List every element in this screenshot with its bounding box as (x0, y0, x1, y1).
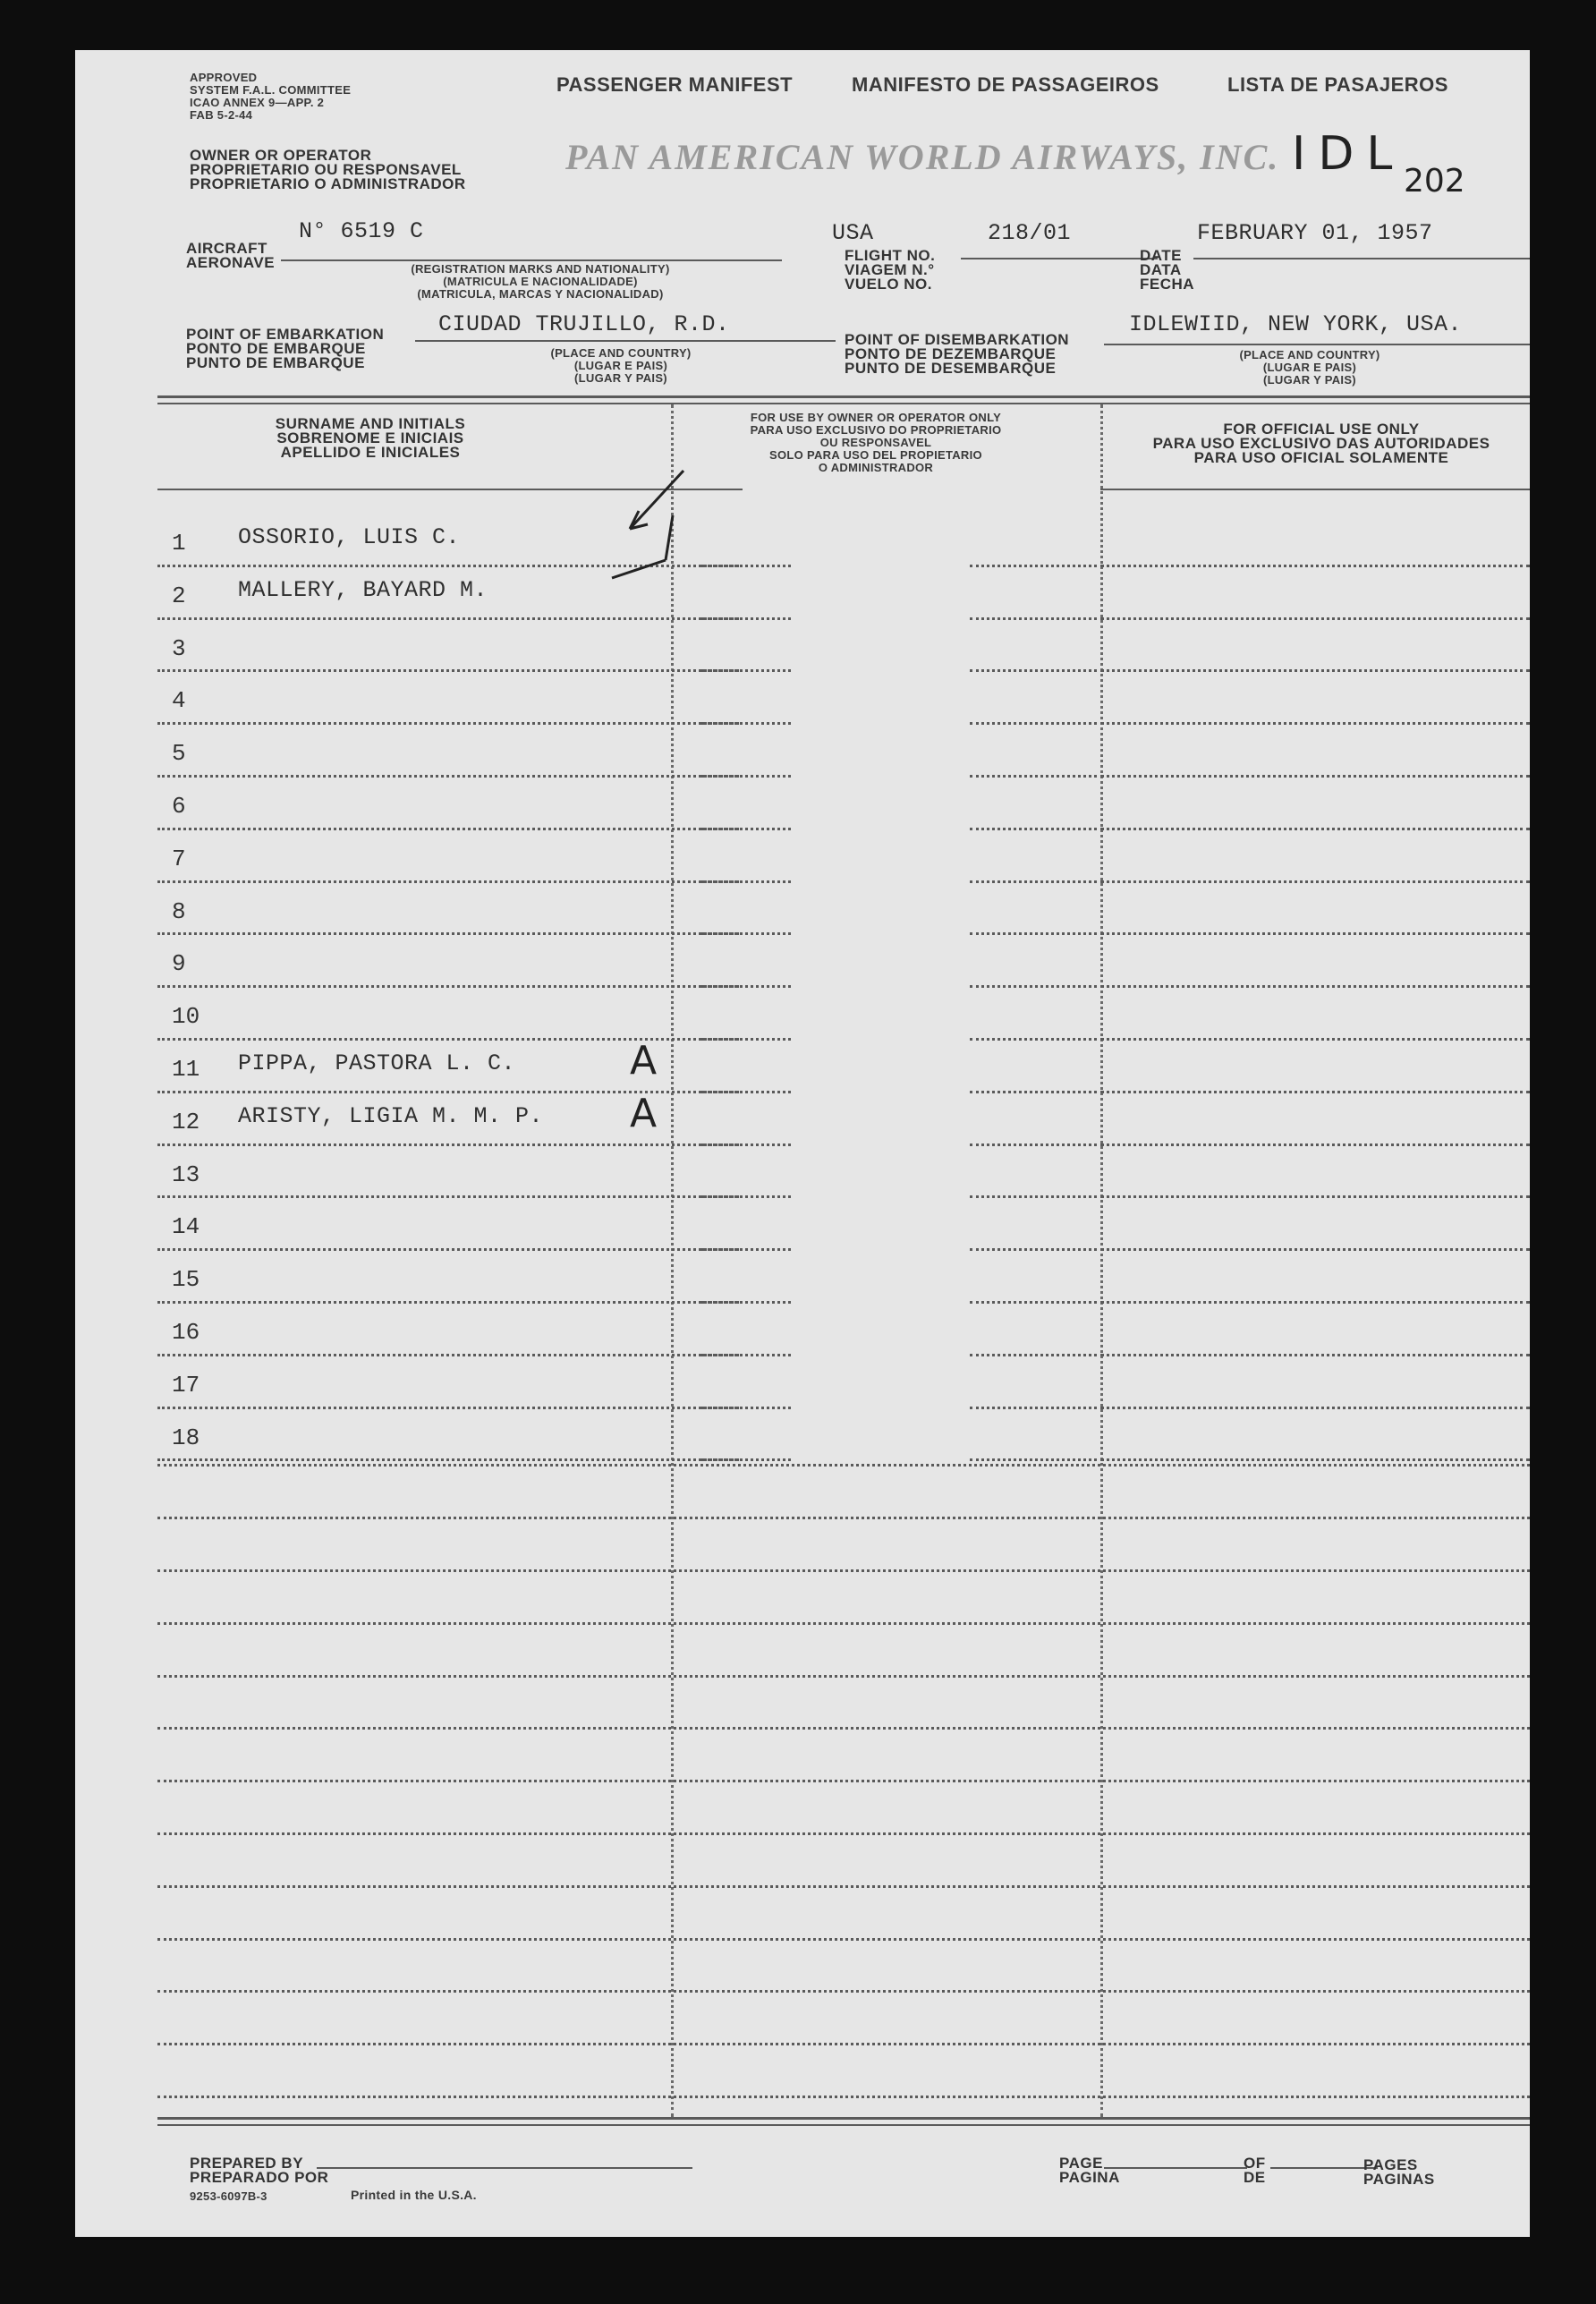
embarkation-sublabel-line: (LUGAR E PAIS) (573, 359, 668, 372)
blank-row-rule (157, 2043, 1530, 2045)
column-header-line: SOBRENOME E INICIAIS (276, 429, 464, 446)
table-row (75, 1254, 1530, 1306)
row-rule (970, 828, 1097, 830)
column-header-owner (710, 412, 1041, 474)
aircraft-label (186, 242, 275, 270)
row-rule (701, 722, 791, 725)
row-rule (1100, 565, 1530, 567)
row-rule (701, 1301, 791, 1304)
row-rule (1100, 1091, 1530, 1093)
pages-label-line: PAGES (1363, 2156, 1418, 2173)
column-header-rule (1100, 489, 1530, 490)
flight-number: 218/01 (988, 220, 1072, 246)
row-rule (701, 932, 791, 935)
disembarkation-rule (1104, 344, 1530, 345)
of-label-line: OF (1244, 2155, 1266, 2172)
row-rule (1100, 669, 1530, 672)
passenger-mark: A (630, 1090, 658, 1136)
title-en: PASSENGER MANIFEST (556, 73, 794, 96)
owner-label (190, 149, 466, 191)
row-rule (970, 985, 1097, 988)
row-rule (1100, 1354, 1530, 1356)
row-rule (701, 1038, 791, 1041)
title-es: LISTA DE PASAJEROS (1227, 73, 1448, 96)
row-rule (1100, 880, 1530, 883)
table-row (75, 938, 1530, 990)
owner-label-line: PROPRIETARIO O ADMINISTRADOR (190, 175, 466, 192)
column-header-name (245, 417, 496, 460)
row-rule (970, 565, 1097, 567)
blank-row-rule (157, 2096, 1530, 2098)
disembarkation-value: IDLEWIID, NEW YORK, USA. (1129, 311, 1463, 337)
embarkation-label-line: PONTO DE EMBARQUE (186, 340, 366, 357)
embarkation-label-line: PUNTO DE EMBARQUE (186, 354, 365, 371)
page-label-line: PAGE (1059, 2155, 1103, 2172)
date-value: FEBRUARY 01, 1957 (1197, 220, 1433, 246)
column-header-line: FOR USE BY OWNER OR OPERATOR ONLY (750, 411, 1002, 424)
row-number: 14 (172, 1213, 200, 1241)
column-header-line: SURNAME AND INITIALS (275, 415, 466, 432)
row-rule (701, 985, 791, 988)
row-rule (157, 1195, 739, 1198)
row-rule (970, 932, 1097, 935)
approval-block (190, 72, 351, 122)
row-rule (701, 1354, 791, 1356)
embarkation-value: CIUDAD TRUJILLO, R.D. (438, 311, 730, 337)
row-number: 11 (172, 1056, 200, 1083)
table-row (75, 1359, 1530, 1412)
row-rule (1100, 828, 1530, 830)
row-rule (970, 617, 1097, 620)
prepared-label (190, 2156, 328, 2185)
aircraft-sublabel-line: (MATRICULA, MARCAS Y NACIONALIDAD) (417, 287, 664, 301)
row-rule (157, 1407, 739, 1409)
row-rule (970, 1195, 1097, 1198)
row-rule (970, 880, 1097, 883)
handwritten-annotation: IDL (1292, 127, 1405, 181)
row-rule (970, 1091, 1097, 1093)
table-row (75, 1038, 1530, 1096)
title-pt: MANIFESTO DE PASSAGEIROS (852, 73, 1159, 96)
page-label (1059, 2156, 1120, 2185)
form-number: 9253-6097B-3 (190, 2189, 267, 2203)
blank-row-rule (157, 1675, 1530, 1678)
row-number: 7 (172, 845, 186, 872)
passenger-name: OSSORIO, LUIS C. (238, 524, 461, 550)
blank-row-rule (157, 1990, 1530, 1993)
column-header-line: PARA USO EXCLUSIVO DAS AUTORIDADES (1152, 435, 1490, 452)
of-rule (1270, 2167, 1378, 2169)
flight-rule (961, 258, 1158, 259)
aircraft-label-line: AERONAVE (186, 254, 276, 271)
row-rule (157, 1301, 739, 1304)
owner-label-line: PROPRIETARIO OU RESPONSAVEL (190, 161, 462, 178)
disembarkation-label-line: PUNTO DE DESEMBARQUE (845, 360, 1057, 377)
row-rule (1100, 1038, 1530, 1041)
column-header-line: FOR OFFICIAL USE ONLY (1223, 421, 1420, 438)
row-number: 6 (172, 793, 186, 820)
row-rule (157, 775, 739, 778)
table-row (75, 1149, 1530, 1202)
row-rule (1100, 1301, 1530, 1304)
blank-row-rule (157, 1832, 1530, 1835)
blank-row-rule (157, 1938, 1530, 1941)
table-row (75, 1090, 1530, 1149)
row-number: 3 (172, 634, 186, 662)
passenger-mark: A (630, 1038, 658, 1084)
row-rule (970, 1354, 1097, 1356)
prepared-label-line: PREPARADO POR (190, 2169, 329, 2186)
embarkation-sublabel (505, 347, 737, 385)
row-rule (1100, 1248, 1530, 1251)
embarkation-label-line: POINT OF EMBARKATION (186, 326, 385, 343)
row-rule (701, 1143, 791, 1146)
row-rule (701, 565, 791, 567)
row-number: 9 (172, 950, 186, 978)
disembarkation-label (845, 333, 1069, 376)
table-row (75, 1306, 1530, 1359)
manifest-sheet (75, 50, 1530, 2237)
row-rule (970, 1407, 1097, 1409)
table-row (75, 1412, 1530, 1465)
row-number: 15 (172, 1266, 200, 1294)
row-rule (157, 1354, 739, 1356)
column-header-line: PARA USO OFICIAL SOLAMENTE (1193, 449, 1449, 466)
row-rule (1100, 985, 1530, 988)
date-label-line: DATA (1140, 261, 1182, 278)
aircraft-sublabel-line: (MATRICULA E NACIONALIDADE) (443, 275, 638, 288)
column-header-line: O ADMINISTRADOR (818, 461, 934, 474)
row-rule (970, 1458, 1097, 1461)
row-number: 13 (172, 1161, 200, 1188)
row-number: 5 (172, 740, 186, 768)
aircraft-sublabel (344, 263, 737, 301)
blank-row-rule (157, 1885, 1530, 1888)
row-rule (701, 1091, 791, 1093)
row-number: 17 (172, 1371, 200, 1399)
row-rule (701, 1248, 791, 1251)
of-label-line: DE (1244, 2169, 1266, 2186)
table-row (75, 1201, 1530, 1254)
table-row (75, 623, 1530, 676)
flight-label-line: FLIGHT NO. (845, 247, 936, 264)
row-number: 12 (172, 1108, 200, 1135)
aircraft-value: N° 6519 C (299, 218, 424, 244)
row-rule (701, 1407, 791, 1409)
of-label (1244, 2156, 1266, 2185)
flight-label-line: VUELO NO. (845, 276, 933, 293)
aircraft-sublabel-line: (REGISTRATION MARKS AND NATIONALITY) (411, 262, 670, 276)
header-rule (157, 403, 1530, 404)
row-rule (157, 1248, 739, 1251)
row-number: 18 (172, 1424, 200, 1451)
column-header-official (1113, 422, 1530, 465)
row-rule (701, 880, 791, 883)
row-rule (701, 617, 791, 620)
table-row (75, 675, 1530, 727)
row-rule (157, 1143, 739, 1146)
row-rule (970, 1143, 1097, 1146)
pages-label-line: PAGINAS (1363, 2171, 1435, 2188)
pages-label (1363, 2158, 1435, 2187)
row-rule (701, 828, 791, 830)
row-number: 1 (172, 530, 186, 557)
flight-label-line: VIAGEM N.° (845, 261, 935, 278)
aircraft-label-line: AIRCRAFT (186, 240, 267, 257)
column-header-line: SOLO PARA USO DEL PROPIETARIO (769, 448, 982, 462)
table-row (75, 833, 1530, 886)
row-number: 16 (172, 1319, 200, 1346)
embarkation-sublabel-line: (LUGAR Y PAIS) (574, 371, 667, 385)
row-rule (1100, 932, 1530, 935)
row-rule (157, 932, 739, 935)
passenger-name: PIPPA, PASTORA L. C. (238, 1050, 516, 1076)
row-rule (157, 880, 739, 883)
embarkation-sublabel-line: (PLACE AND COUNTRY) (550, 346, 692, 360)
disembarkation-sublabel-line: (LUGAR E PAIS) (1262, 361, 1357, 374)
approval-line: APPROVED (190, 71, 258, 84)
row-rule (157, 1458, 739, 1461)
footer-rule (157, 2117, 1530, 2120)
embarkation-label (186, 327, 384, 370)
owner-label-line: OWNER OR OPERATOR (190, 147, 372, 164)
disembarkation-sublabel-line: (PLACE AND COUNTRY) (1239, 348, 1380, 361)
row-rule (1100, 775, 1530, 778)
date-rule (1193, 258, 1530, 259)
row-number: 4 (172, 687, 186, 715)
column-header-line: OU RESPONSAVEL (819, 436, 932, 449)
passenger-name: ARISTY, LIGIA M. M. P. (238, 1102, 544, 1129)
row-rule (157, 985, 739, 988)
table-row (75, 517, 1530, 570)
row-rule (701, 669, 791, 672)
table-row (75, 886, 1530, 939)
row-number: 10 (172, 1003, 200, 1031)
row-rule (701, 775, 791, 778)
disembarkation-label-line: PONTO DE DEZEMBARQUE (845, 345, 1057, 362)
row-rule (701, 1195, 791, 1198)
aircraft-nationality: USA (832, 220, 874, 246)
blank-row-rule (157, 1622, 1530, 1625)
blank-row-rule (157, 1517, 1530, 1519)
printed-note: Printed in the U.S.A. (351, 2188, 477, 2202)
check-marks (603, 462, 710, 641)
disembarkation-sublabel-line: (LUGAR Y PAIS) (1263, 373, 1356, 387)
approval-line: FAB 5-2-44 (190, 108, 253, 122)
approval-line: ICAO ANNEX 9—APP. 2 (190, 96, 325, 109)
approval-line: SYSTEM F.A.L. COMMITTEE (190, 83, 352, 97)
page-label-line: PAGINA (1059, 2169, 1120, 2186)
prepared-rule (317, 2167, 692, 2169)
table-row (75, 727, 1530, 780)
passenger-name: MALLERY, BAYARD M. (238, 576, 488, 603)
blank-row-rule (157, 1464, 1530, 1467)
blank-row-rule (157, 1780, 1530, 1782)
row-rule (157, 722, 739, 725)
row-rule (1100, 1407, 1530, 1409)
header-rule (157, 395, 1530, 398)
column-header-line: PARA USO EXCLUSIVO DO PROPRIETARIO (750, 423, 1002, 437)
row-rule (970, 669, 1097, 672)
date-label-line: FECHA (1140, 276, 1195, 293)
date-label (1140, 249, 1194, 292)
row-rule (970, 775, 1097, 778)
row-rule (1100, 1195, 1530, 1198)
row-rule (701, 1458, 791, 1461)
embarkation-rule (415, 340, 836, 342)
airline-name: PAN AMERICAN WORLD AIRWAYS, INC. (565, 137, 1280, 177)
flight-label (845, 249, 935, 292)
row-rule (1100, 1143, 1530, 1146)
row-number: 2 (172, 582, 186, 609)
row-rule (970, 1038, 1097, 1041)
table-row (75, 780, 1530, 833)
disembarkation-sublabel (1193, 349, 1426, 387)
date-label-line: DATE (1140, 247, 1183, 264)
prepared-label-line: PREPARED BY (190, 2155, 304, 2172)
row-rule (157, 669, 739, 672)
disembarkation-label-line: POINT OF DISEMBARKATION (845, 331, 1070, 348)
row-rule (970, 1301, 1097, 1304)
aircraft-rule (281, 259, 782, 261)
row-rule (970, 722, 1097, 725)
footer-rule (157, 2124, 1530, 2126)
page-rule (1104, 2167, 1247, 2169)
row-rule (1100, 617, 1530, 620)
blank-row-rule (157, 1727, 1530, 1730)
row-rule (1100, 1458, 1530, 1461)
page-reference: 202 (1404, 163, 1465, 200)
row-rule (1100, 722, 1530, 725)
row-rule (157, 828, 739, 830)
row-rule (970, 1248, 1097, 1251)
table-row (75, 990, 1530, 1043)
table-row (75, 570, 1530, 623)
row-number: 8 (172, 897, 186, 925)
blank-row-rule (157, 1569, 1530, 1572)
column-header-line: APELLIDO E INICIALES (280, 444, 461, 461)
